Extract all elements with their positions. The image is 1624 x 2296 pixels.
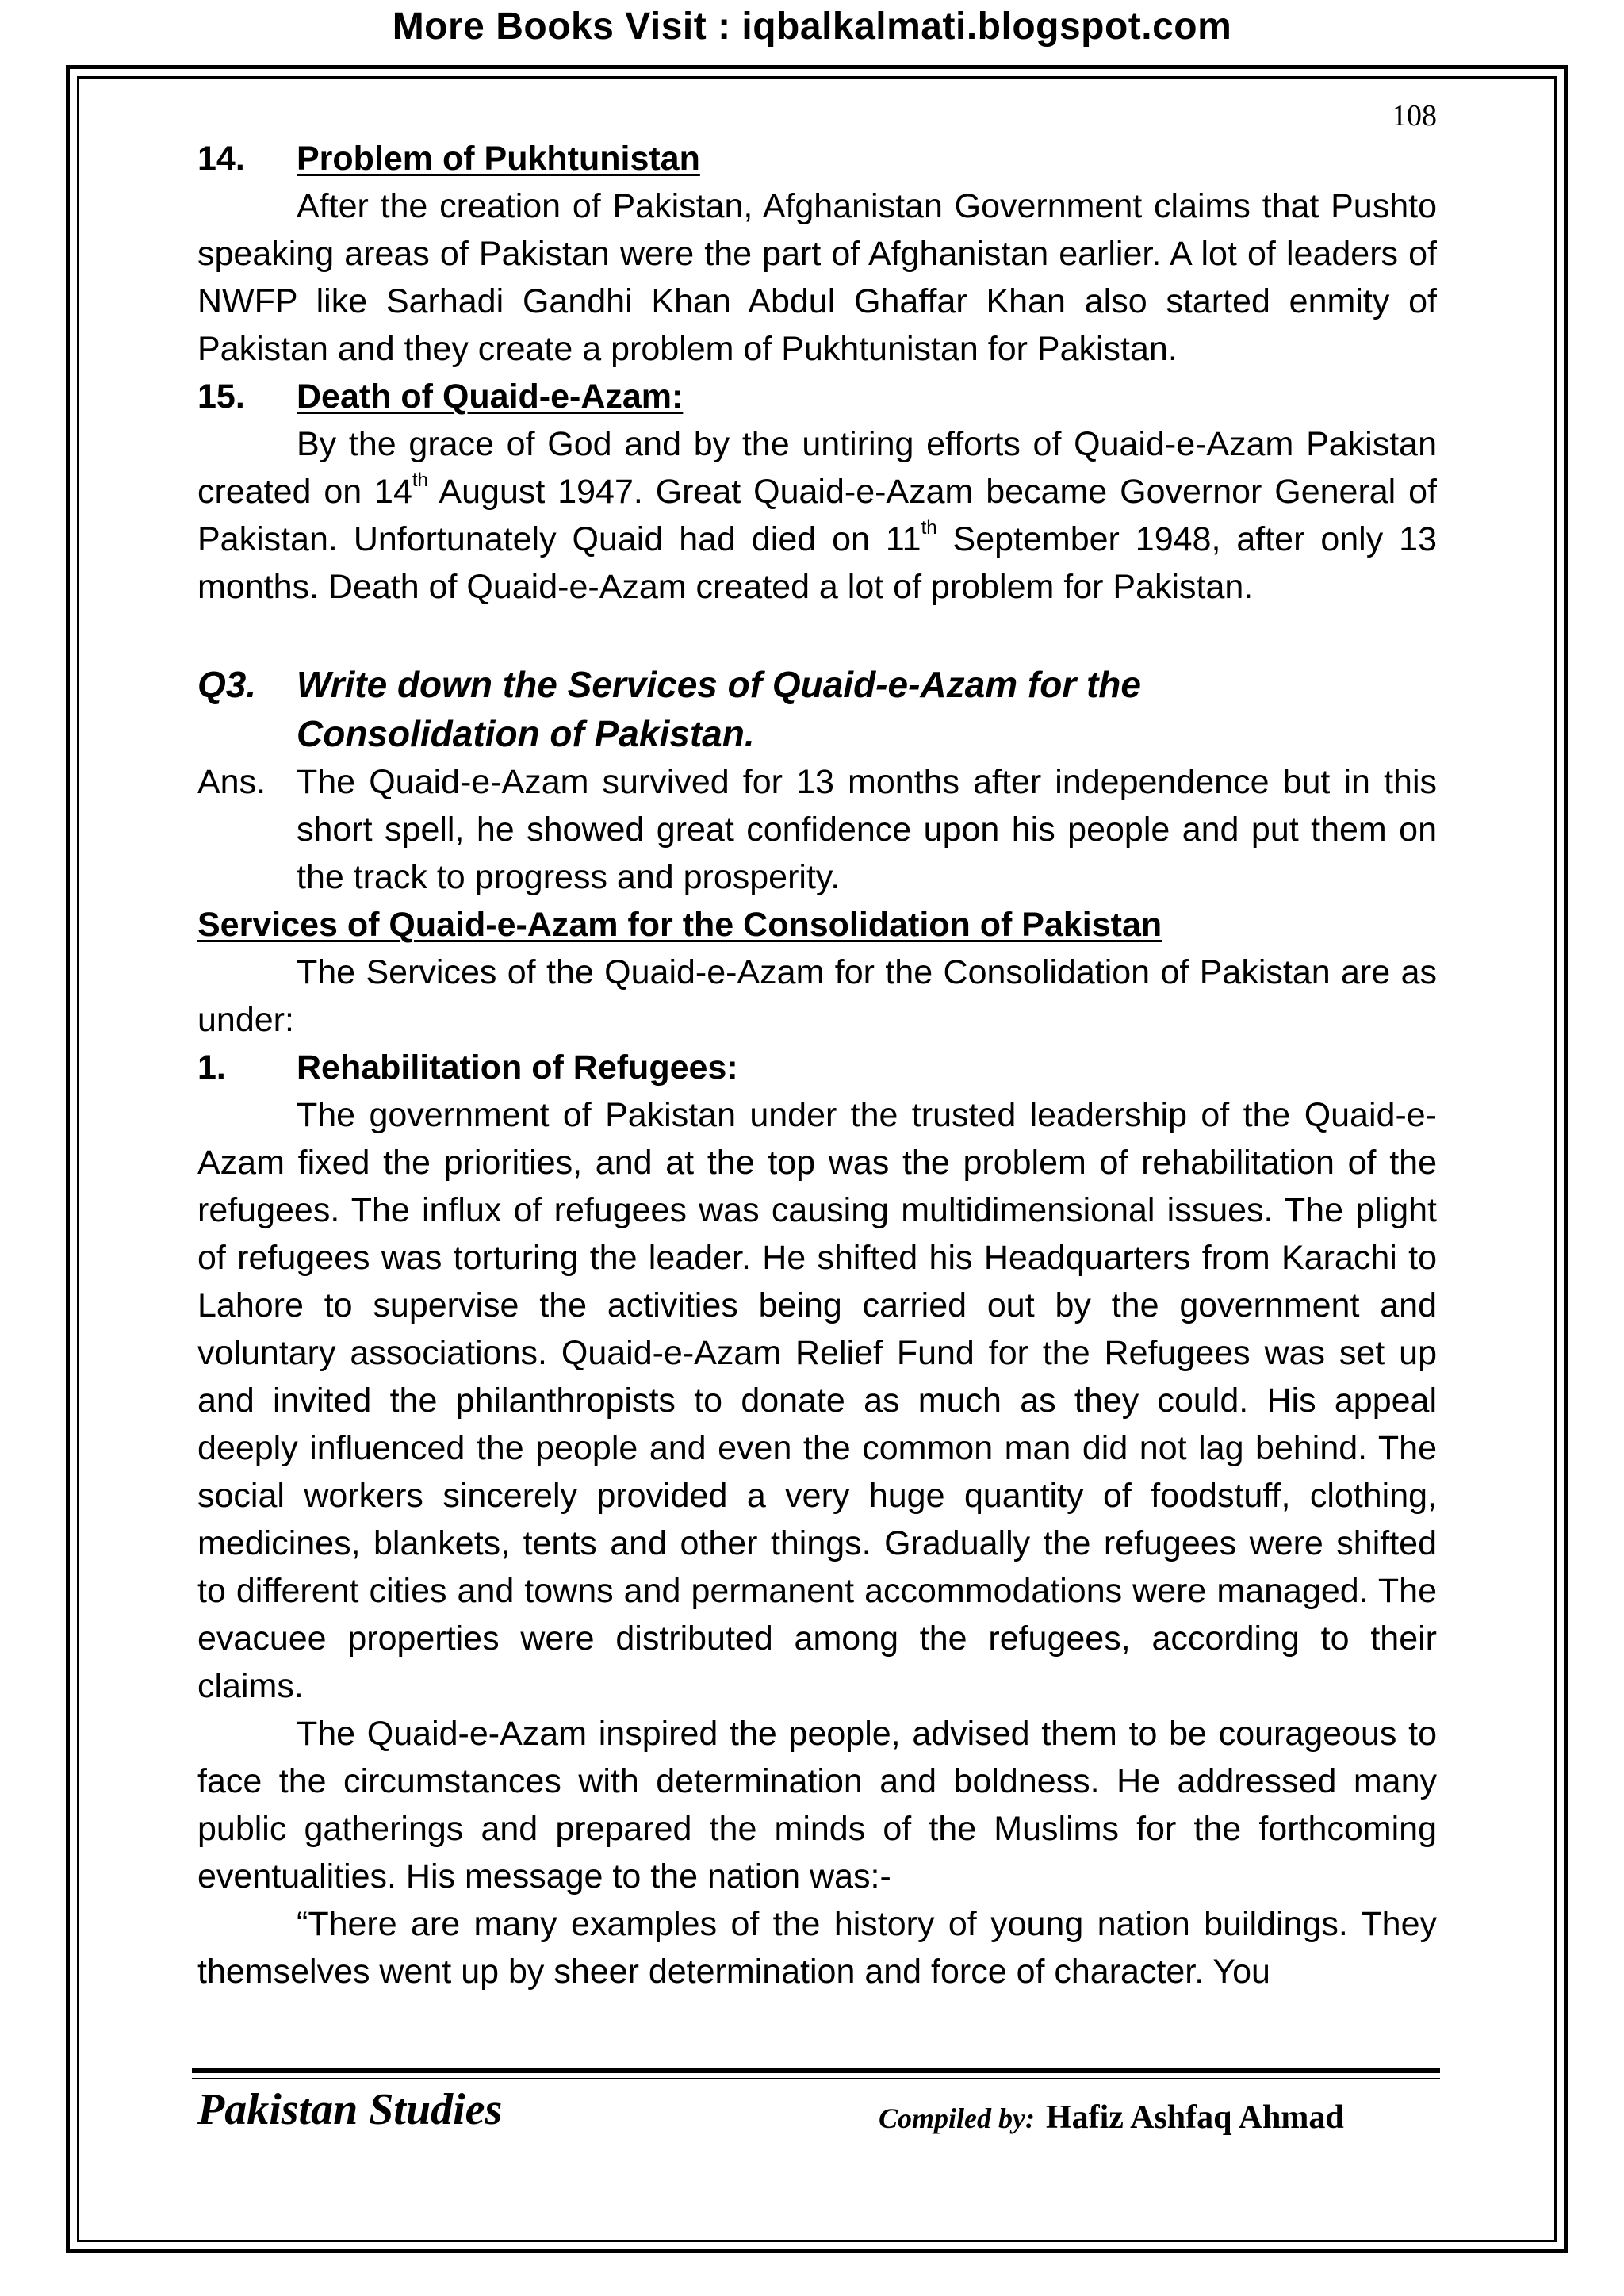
section-15-title: Death of Quaid-e-Azam: <box>297 378 684 416</box>
site-banner: More Books Visit : iqbalkalmati.blogspot.com <box>392 6 1232 48</box>
page-number: 108 <box>1392 99 1437 132</box>
question-3 <box>197 660 1437 758</box>
section-14-number: 14. <box>197 140 245 178</box>
section-15-number: 15. <box>197 378 245 416</box>
services-heading <box>197 901 1437 949</box>
answer-block <box>197 758 1437 901</box>
footer-subject: Pakistan Studies <box>197 2085 503 2134</box>
rehabilitation-heading <box>197 1044 1437 1091</box>
rehabilitation-paragraph-2: The Quaid-e-Azam inspired the people, advised them to be courageous to face the circumstances with determination and boldness. He addressed many public gatherings and prepared the minds of the Muslims for the forthcoming eventualities. His message to the nation was:- <box>197 1715 1437 1895</box>
section-14-title: Problem of Pukhtunistan <box>297 140 700 178</box>
services-intro: The Services of the Quaid-e-Azam for the Consolidation of Pakistan are as under: <box>197 953 1437 1039</box>
services-title: Services of Quaid-e-Azam for the Consolidation of Pakistan <box>197 906 1162 944</box>
footer-rule-thick <box>192 2068 1440 2073</box>
answer-label: Ans. <box>197 763 266 801</box>
footer-compiled-label: Compiled by: <box>879 2102 1035 2134</box>
rehabilitation-paragraph-1: The government of Pakistan under the trusted leadership of the Quaid-e-Azam fixed the priorities, and at the top was the problem of rehabilitation of the refugees. The influx of refugees was causing multidimensional issues. The plight of refugees was torturing the leader. He shifted his Headquarters from Karachi to Lahore to supervise the activities being carried out by the government and voluntary associations. Quaid-e-Azam Relief Fund for the Refugees was set up and invited the philanthropists to donate as much as they could. His appeal deeply influenced the people and even the common man did not lag behind. The social workers sincerely provided a very huge quantity of foodstuff, clothing, medicines, blankets, tents and other things. Gradually the refugees were shifted to different cities and towns and permanent accommodations were managed. The evacuee properties were distributed among the refugees, according to their claims. <box>197 1096 1437 1705</box>
question-label: Q3. <box>197 664 257 705</box>
section-15-text: By the grace of God and by the untiring efforts of Quaid-e-Azam Pakistan created on 14th August 1947. Great Quaid-e-Azam became Governor General of Pakistan. Unfortunately Quaid had died on 11th September 1948, after only 13 months. Death of Quaid-e-Azam created a lot of problem for Pakistan. <box>197 425 1438 606</box>
footer-credit <box>879 2099 1344 2137</box>
quote-paragraph: “There are many examples of the history of young nation buildings. They themselves went up by sheer determination and force of character. You <box>197 1905 1437 1991</box>
section-15-heading <box>197 373 1437 420</box>
rehabilitation-title: Rehabilitation of Refugees: <box>297 1048 738 1087</box>
answer-text: The Quaid-e-Azam survived for 13 months after independence but in this short spell, he showed great confidence upon his people and put them on the track to progress and prosperity. <box>297 763 1437 896</box>
ordinal-superscript: th <box>412 469 428 491</box>
ordinal-superscript: th <box>921 516 937 539</box>
section-14-heading <box>197 135 1437 182</box>
footer-rule-thin <box>192 2078 1440 2079</box>
rehabilitation-number: 1. <box>197 1048 226 1087</box>
question-line-2: Consolidation of Pakistan. <box>297 713 755 754</box>
question-line-1: Write down the Services of Quaid-e-Azam for the <box>297 664 1141 705</box>
footer-author: Hafiz Ashfaq Ahmad <box>1045 2099 1344 2136</box>
section-14-text: After the creation of Pakistan, Afghanistan Government claims that Pushto speaking areas of Pakistan were the part of Afghanistan earlier. A lot of leaders of NWFP like Sarhadi Gandhi Khan Abdul Ghaffar Khan also started enmity of Pakistan and they create a problem of Pukhtunistan for Pakistan. <box>197 187 1437 368</box>
page-content <box>197 135 1437 1995</box>
